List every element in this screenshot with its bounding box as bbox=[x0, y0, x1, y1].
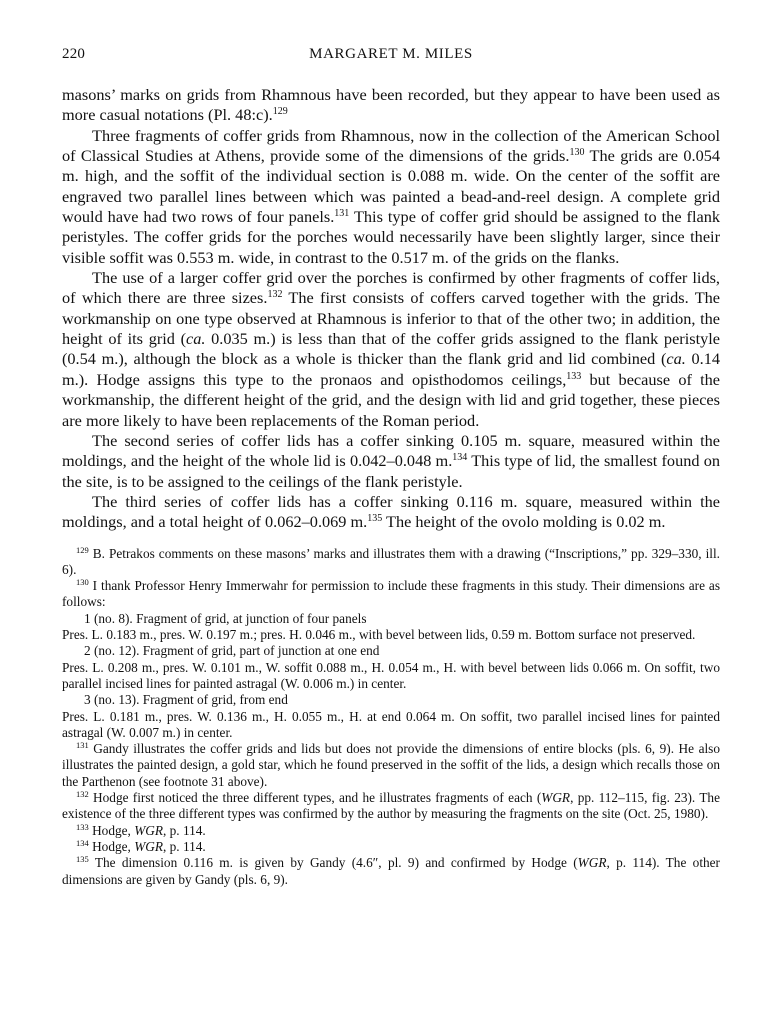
running-head: MARGARET M. MILES bbox=[309, 46, 473, 62]
footnote-ref[interactable]: 132 bbox=[267, 289, 283, 301]
fragment-1-title: 1 (no. 8). Fragment of grid, at junction of four panels bbox=[84, 610, 367, 626]
paragraph: The second series of coffer lids has a coffer sinking 0.105 m. square, measured within the moldings, and the height of the whole lid is 0.042–0.048 m.$^{134}$ This type of lid, the smallest found on the site, is to be assigned to the ceilings of the flank peristyle. bbox=[62, 430, 720, 491]
fragment-2-title: 2 (no. 12). Fragment of grid, part of junction at one end bbox=[84, 643, 380, 659]
paragraph: masons’ marks on grids from Rhamnous have been recorded, but they appear to have been used as more casual notations (Pl. 48:c).$^{129}$ bbox=[62, 85, 720, 125]
footnote-ref[interactable]: 129 bbox=[272, 106, 288, 118]
footnotes bbox=[62, 546, 720, 888]
fragment-1-desc: Pres. L. 0.183 m., pres. W. 0.197 m.; pres. H. 0.046 m., with bevel between lids, 0.59 m. Bottom surface not preserved. bbox=[62, 627, 696, 643]
paragraph: The use of a larger coffer grid over the porches is confirmed by other fragments of coffer lids, of which there are three sizes.$^{132}$ The first consists of coffers carved together with the grids. The workmanship on one type observed at Rhamnous is inferior to that of the other two; in addition, the height of its grid (ca. 0.035 m.) is less than that of the coffer grids assigned to the flank peristyle (0.54 m.), although the block as a whole is thicker than the flank grid and lid combined (ca. 0.14 m.). Hodge assigns this type to the pronaos and opisthodomos ceilings,$^{133}$ but because of the workmanship, the different height of the grid, and the design with lid and grid together, these pieces are more likely to have been replacements of the Roman period. bbox=[62, 268, 721, 430]
footnote-133: $^{133}$ Hodge, WGR, p. 114. bbox=[76, 821, 206, 838]
body-text bbox=[62, 85, 720, 533]
footnote-ref[interactable]: 133 bbox=[566, 370, 582, 382]
page bbox=[62, 46, 720, 888]
footnote-132: $^{132}$ Hodge first noticed the three different types, and he illustrates fragments of each (WGR, pp. 112–115, fig. 23). The existence of the three different types was confirmed by the author by measuring the fragments on the site (Oct. 25, 1980). bbox=[62, 789, 720, 822]
footnote-129: $^{129}$ B. Petrakos comments on these masons’ marks and illustrates them with a drawing (“Inscriptions,” pp. 329–330, ill. 6). bbox=[62, 544, 720, 577]
fragment-2-desc: Pres. L. 0.208 m., pres. W. 0.101 m., W. soffit 0.088 m., H. 0.054 m., H. with bevel between lids 0.066 m. On soffit, two parallel incised lines for painted astragal (W. 0.006 m.) in center. bbox=[62, 659, 720, 691]
paragraph: The third series of coffer lids has a coffer sinking 0.116 m. square, measured within the moldings, and a total height of 0.062–0.069 m.$^{135}$ The height of the ovolo molding is 0.02 m. bbox=[62, 491, 720, 532]
footnote-ref[interactable]: 135 bbox=[367, 513, 383, 525]
footnote-135: $^{135}$ The dimension 0.116 m. is given by Gandy (4.6″, pl. 9) and confirmed by Hodge (WGR, p. 114). The other dimensions are given by Gandy (pls. 6, 9). bbox=[62, 854, 720, 887]
fragment-3-title: 3 (no. 13). Fragment of grid, from end bbox=[84, 692, 288, 708]
page-number: 220 bbox=[62, 46, 86, 62]
footnote-ref[interactable]: 134 bbox=[452, 452, 468, 464]
paragraph: Three fragments of coffer grids from Rhamnous, now in the collection of the American School of Classical Studies at Athens, provide some of the dimensions of the grids.$^{130}$ The grids are 0.054 m. high, and the soffit of the individual section is 0.088 m. wide. On the center of the soffit are engraved two parallel lines between which was painted a bead-and-reel design. A complete grid would have had two rows of four panels.$^{131}$ This type of coffer grid should be assigned to the flank peristyles. The coffer grids for the porches would necessarily have been slightly larger, since their visible soffit was 0.553 m. wide, in contrast to the 0.517 m. of the grids on the flanks. bbox=[62, 125, 720, 267]
footnote-130: $^{130}$ I thank Professor Henry Immerwahr for permission to include these fragments in this study. Their dimensions are as follows: bbox=[62, 577, 720, 610]
footnote-134: $^{134}$ Hodge, WGR, p. 114. bbox=[76, 837, 206, 854]
footnote-131: $^{131}$ Gandy illustrates the coffer grids and lids but does not provide the dimensions of entire blocks (pls. 6, 9). He also illustrates the painted design, a gold star, which he found preserved in the soffit of the lids, a design which recalls those on the Parthenon (see footnote 31 above). bbox=[62, 740, 720, 789]
fragment-3-desc: Pres. L. 0.181 m., pres. W. 0.136 m., H. 0.055 m., H. at end 0.064 m. On soffit, two parallel incised lines for painted astragal (W. 0.007 m.) in center. bbox=[62, 708, 720, 740]
footnote-ref[interactable]: 131 bbox=[334, 208, 350, 220]
footnote-ref[interactable]: 130 bbox=[569, 147, 585, 159]
page-header bbox=[62, 46, 720, 66]
